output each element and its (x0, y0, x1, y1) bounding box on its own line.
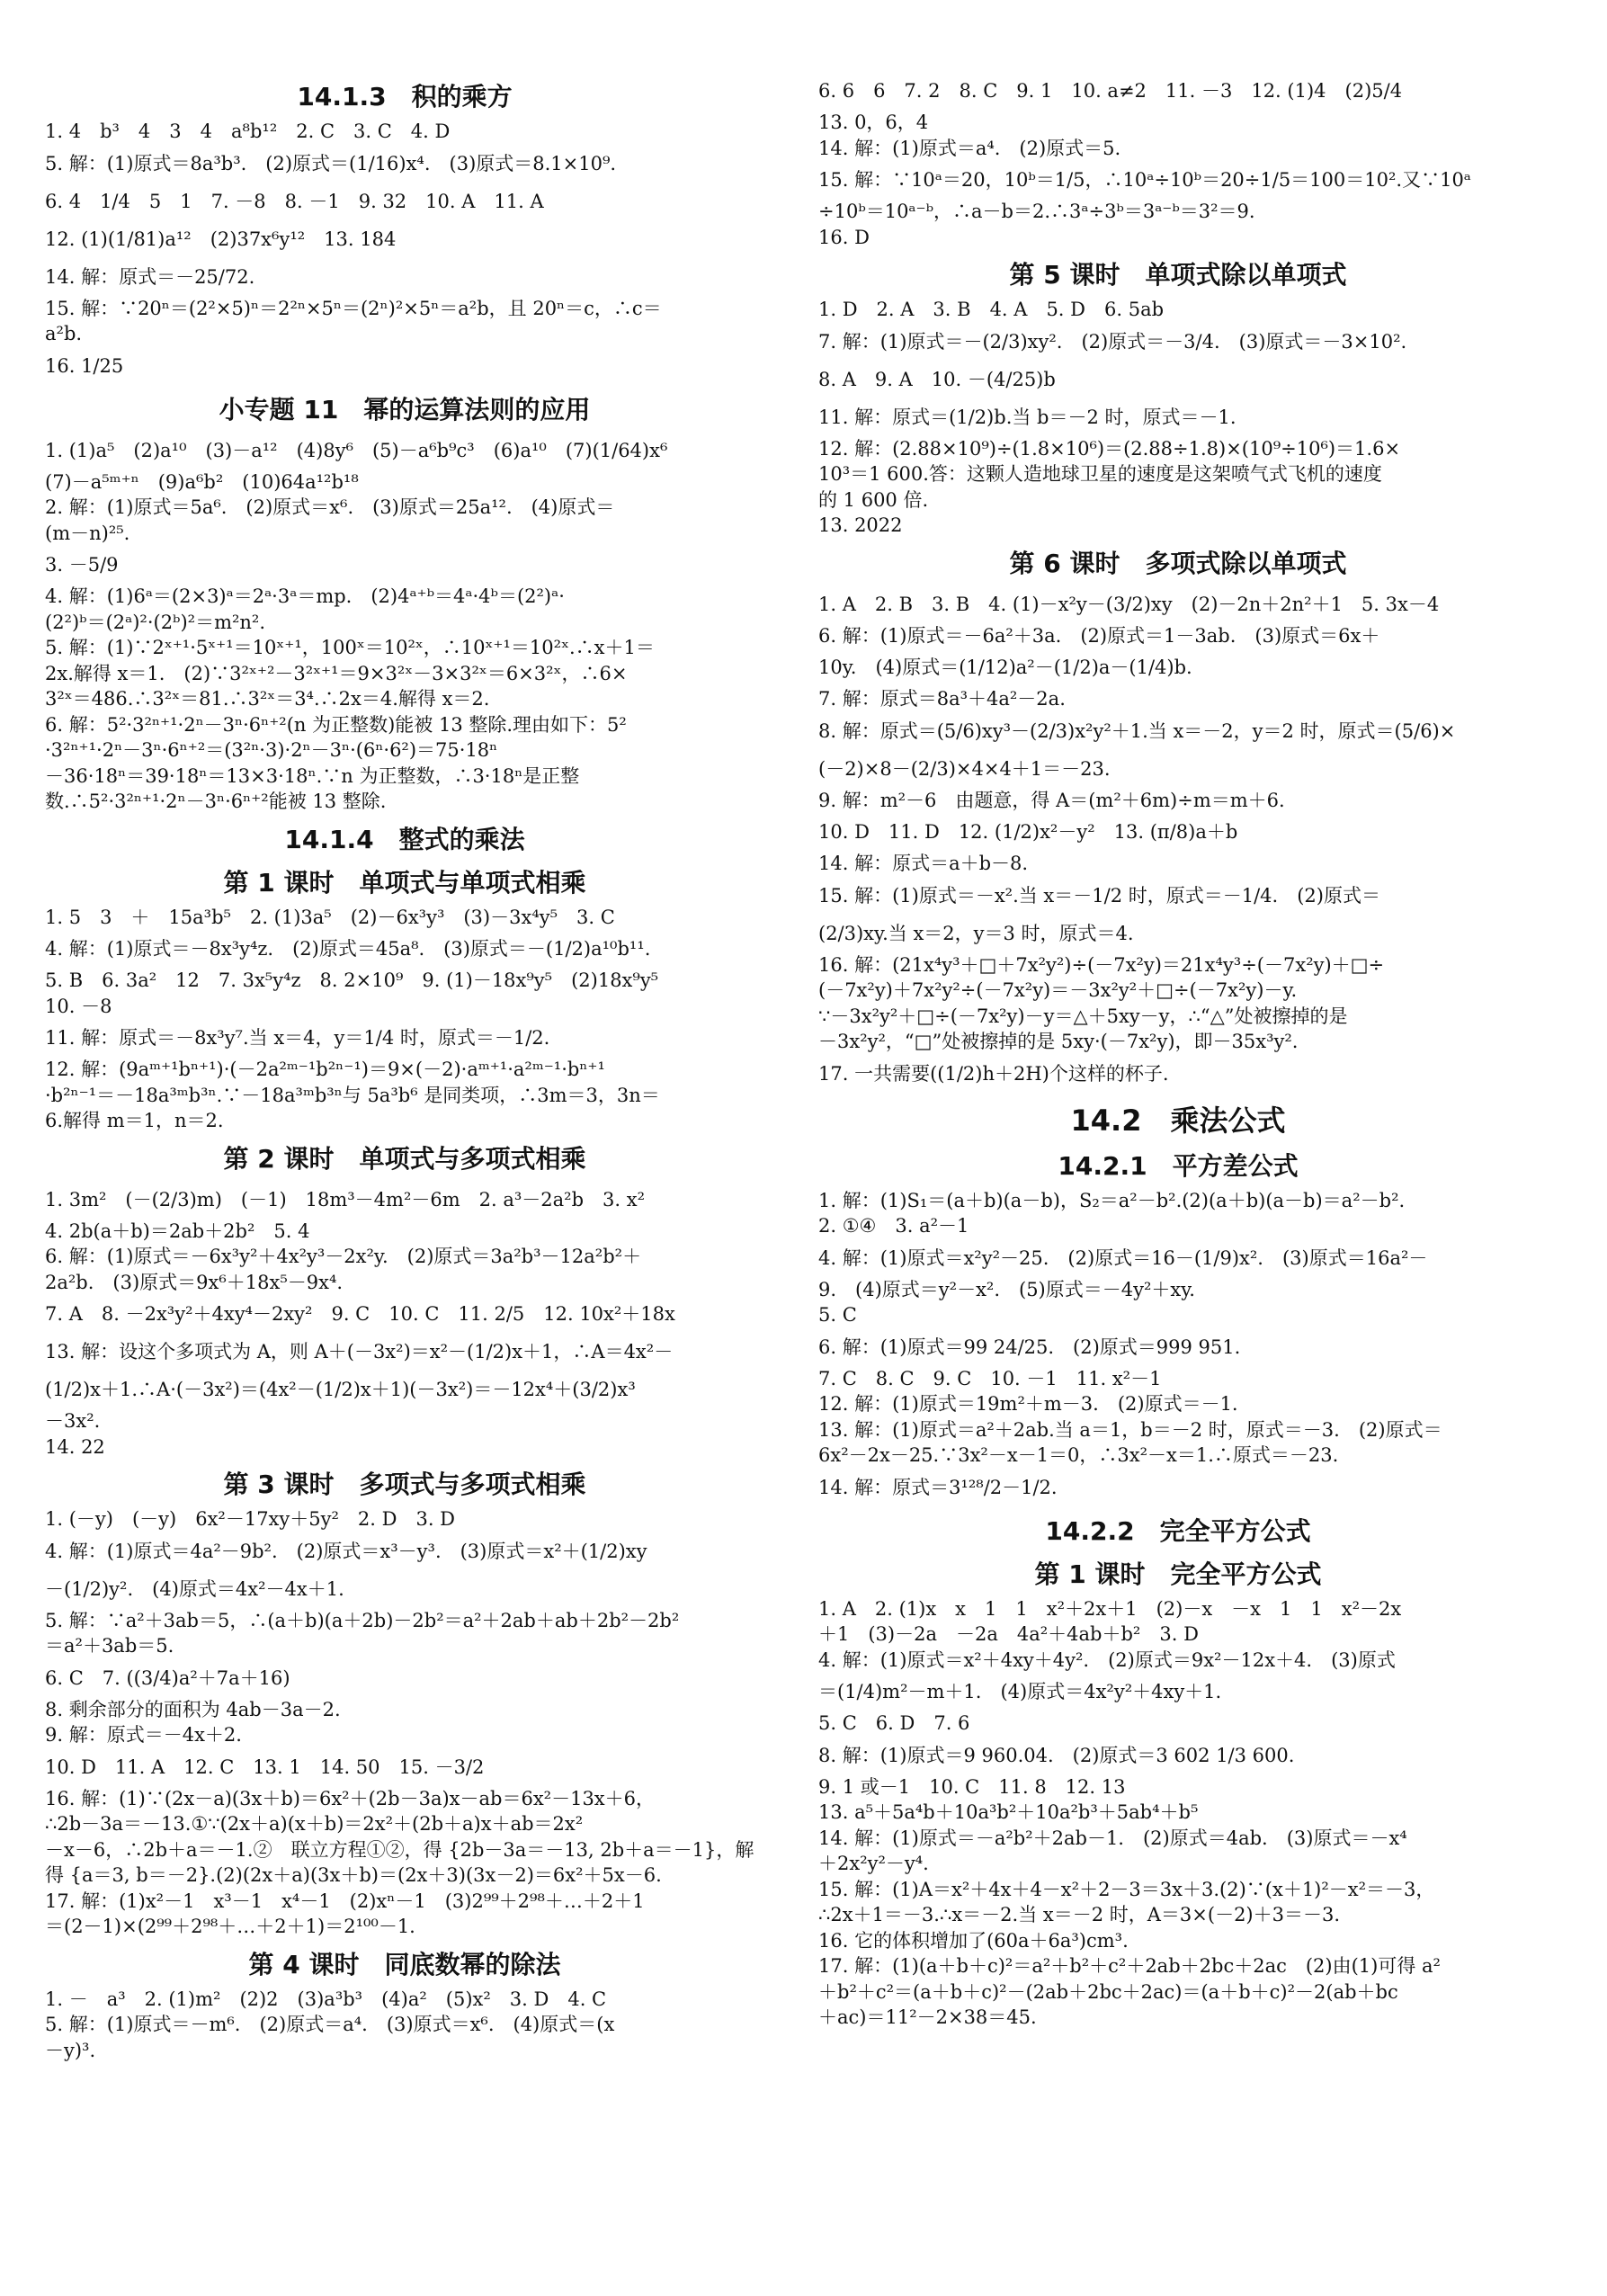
section-title: 第 5 课时 单项式除以单项式 (1009, 260, 1347, 290)
answer-line: 5. B 6. 3a² 12 7. 3x⁵y⁴z 8. 2×10⁹ 9. (1)－18x⁹y⁵ (2)18x⁹y⁵ (45, 969, 659, 991)
answer-line: 6. 4 1/4 5 1 7. －8 8. －1 9. 32 10. A 11. A (45, 190, 544, 212)
answer-line: 5. 解：∵a²＋3ab＝5，∴(a＋b)(a＋2b)－2b²＝a²＋2ab＋ab＋2b²－2b² (45, 1609, 680, 1631)
right-column (818, 72, 1538, 2031)
answer-line: 16. 解：(1)∵(2x－a)(3x＋b)＝6x²＋(2b－3a)x－ab＝6x²－13x＋6， (45, 1787, 656, 1809)
answer-line: (2/3)xy.当 x＝2，y＝3 时，原式＝4. (818, 922, 1134, 944)
answer-line: 13. 0，6，4 (818, 112, 929, 133)
answer-line: 5. C 6. D 7. 6 (818, 1712, 970, 1734)
answer-line: 17. 解：(1)(a＋b＋c)²＝a²＋b²＋c²＋2ab＋2bc＋2ac (2)由(1)可得 a² (818, 1955, 1441, 1977)
answer-line: 5. 解：(1)∵2ˣ⁺¹·5ˣ⁺¹＝10ˣ⁺¹，100ˣ＝10²ˣ，∴10ˣ⁺¹＝10²ˣ.∴x＋1＝ (45, 637, 655, 658)
answer-line: ＋ac)＝11²－2×38＝45. (818, 2006, 1037, 2028)
answer-line: 16. 解：(21x⁴y³＋□＋7x²y²)÷(－7x²y)＝21x⁴y³÷(－7x²y)＋□÷ (818, 953, 1385, 976)
answer-line: －36·18ⁿ＝39·18ⁿ＝13×3·18ⁿ.∵n 为正整数，∴3·18ⁿ是正整 (45, 764, 580, 787)
answer-line: 14. 22 (45, 1435, 105, 1458)
answer-line: 10. D 11. A 12. C 13. 1 14. 50 15. －3/2 (45, 1756, 485, 1778)
answer-line: 13. 解：设这个多项式为 A，则 A＋(－3x²)＝x²－(1/2)x＋1，∴A＝4x²－ (45, 1341, 674, 1362)
answer-line: 6. C 7. ((3/4)a²＋7a＋16) (45, 1666, 290, 1689)
answer-line: 数.∴5²·3²ⁿ⁺¹·2ⁿ－3ⁿ·6ⁿ⁺²能被 13 整除. (45, 791, 387, 812)
section-title: 14.2 乘法公式 (1070, 1103, 1286, 1138)
answer-line: 15. 解：(1)原式＝－x².当 x＝－1/2 时，原式＝－1/4. (2)原式＝ (818, 884, 1380, 907)
answer-line: 16. 1/25 (45, 354, 124, 377)
answer-line: a²b. (45, 323, 83, 344)
answer-line: 8. 解：原式＝(5/6)xy³－(2/3)x²y²＋1.当 x＝－2，y＝2 时，原式＝(5/6)× (818, 719, 1456, 742)
answer-line: 6. 解：(1)原式＝99 24/25. (2)原式＝999 951. (818, 1336, 1241, 1358)
answer-line: 1. A 2. B 3. B 4. (1)－x²y－(3/2)xy (2)－2n＋2n²＋1 5. 3x－4 (818, 593, 1440, 615)
section-title: 第 6 课时 多项式除以单项式 (1009, 548, 1347, 578)
answer-line: (m－n)²⁵. (45, 522, 130, 544)
answer-line: 7. 解：(1)原式＝－(2/3)xy². (2)原式＝－3/4. (3)原式＝－3×10². (818, 330, 1407, 353)
answer-line: 15. 解：∵20ⁿ＝(2²×5)ⁿ＝2²ⁿ×5ⁿ＝(2ⁿ)²×5ⁿ＝a²b，且 20ⁿ＝c，∴c＝ (45, 297, 662, 319)
answer-line: 2. ①④ 3. a²－1 (818, 1215, 969, 1237)
answer-line: (－2)×8－(2/3)×4×4＋1＝－23. (818, 757, 1111, 780)
answer-line: 14. 解：原式＝－25/72. (45, 265, 255, 288)
answer-line: 10. D 11. D 12. (1/2)x²－y² 13. (π/8)a＋b (818, 821, 1238, 843)
answer-line: 1. 解：(1)S₁＝(a＋b)(a－b)，S₂＝a²－b².(2)(a＋b)(a－b)＝a²－b². (818, 1189, 1406, 1211)
answer-line: 6. 解：(1)原式＝－6x³y²＋4x²y³－2x²y. (2)原式＝3a²b³－12a²b²＋ (45, 1246, 642, 1267)
answer-line: 2a²b. (3)原式＝9x⁶＋18x⁵－9x⁴. (45, 1271, 344, 1293)
section-title: 第 1 课时 单项式与单项式相乘 (223, 867, 586, 898)
answer-line: 1. 5 3 ＋ 15a³b⁵ 2. (1)3a⁵ (2)－6x³y³ (3)－3x⁴y⁵ 3. C (45, 906, 615, 928)
answer-line: 16. 它的体积增加了(60a＋6a³)cm³. (818, 1929, 1129, 1952)
answer-line: ∴2b－3a＝－13.①∵(2x＋a)(x＋b)＝2x²＋(2b＋a)x＋ab＝2x² (45, 1813, 584, 1835)
answer-line: －3x². (45, 1410, 101, 1432)
answer-line: ＋b²＋c²＝(a＋b＋c)²－(2ab＋2bc＋2ac)＝(a＋b＋c)²－2(ab＋bc (818, 1980, 1398, 2003)
answer-line: 1. (－y) (－y) 6x²－17xy＋5y² 2. D 3. D (45, 1508, 456, 1530)
answer-line: 5. 解：(1)原式＝8a³b³. (2)原式＝(1/16)x⁴. (3)原式＝8.1×10⁹. (45, 152, 617, 174)
answer-line: 14. 解：原式＝3¹²⁸/2－1/2. (818, 1476, 1058, 1498)
answer-line: 12. (1)(1/81)a¹² (2)37x⁶y¹² 13. 184 (45, 228, 397, 250)
answer-line: 7. 解：原式＝8a³＋4a²－2a. (818, 688, 1066, 710)
answer-line: 15. 解：(1)A＝x²＋4x＋4－x²＋2－3＝3x＋3.(2)∵(x＋1)²－x²＝－3， (818, 1878, 1435, 1900)
answer-line: 13. a⁵＋5a⁴b＋10a³b²＋10a²b³＋5ab⁴＋b⁵ (818, 1801, 1199, 1823)
answer-line: (1/2)x＋1.∴A·(－3x²)＝(4x²－(1/2)x＋1)(－3x²)＝－12x⁴＋(3/2)x³ (45, 1379, 636, 1400)
answer-line: 8. 解：(1)原式＝9 960.04. (2)原式＝3 602 1/3 600. (818, 1744, 1295, 1766)
answer-line: 1. － a³ 2. (1)m² (2)2 (3)a³b³ (4)a² (5)x² 3. D 4. C (45, 1988, 607, 2010)
answer-line: 9. (4)原式＝y²－x². (5)原式＝－4y²＋xy. (818, 1278, 1195, 1300)
answer-line: ＋2x²y²－y⁴. (818, 1853, 929, 1874)
answer-line: 7. C 8. C 9. C 10. －1 11. x²－1 (818, 1367, 1162, 1389)
answer-line: ·3²ⁿ⁺¹·2ⁿ－3ⁿ·6ⁿ⁺²＝(3²ⁿ·3)·2ⁿ－3ⁿ·(6ⁿ·6²)＝75·18ⁿ (45, 739, 498, 761)
answer-line: －(1/2)y². (4)原式＝4x²－4x＋1. (45, 1577, 344, 1600)
answer-line: 9. 1 或－1 10. C 11. 8 12. 13 (818, 1775, 1126, 1798)
answer-line: －y)³. (45, 2039, 96, 2061)
answer-line: ·b²ⁿ⁻¹＝－18a³ᵐb³ⁿ.∵－18a³ᵐb³ⁿ与 5a³b⁶ 是同类项，∴3m＝3，3n＝ (45, 1084, 660, 1106)
answer-line: 14. 解：原式＝a＋b－8. (818, 853, 1029, 874)
answer-line: 9. 解：m²－6 由题意，得 A＝(m²＋6m)÷m＝m＋6. (818, 789, 1285, 811)
answer-line: 17. 一共需要((1/2)h＋2H)个这样的杯子. (818, 1062, 1169, 1085)
answer-line: (7)－a⁵ᵐ⁺ⁿ (9)a⁶b² (10)64a¹²b¹⁸ (45, 470, 359, 493)
section-title: 14.1.4 整式的乘法 (284, 824, 525, 854)
answer-line: 3. －5/9 (45, 554, 119, 576)
answer-line: 6. 解：5²·3²ⁿ⁺¹·2ⁿ－3ⁿ·6ⁿ⁺²(n 为正整数)能被 13 整除.理由如下：5² (45, 713, 627, 736)
answer-line: 15. 解：∵10ᵃ＝20，10ᵇ＝1/5，∴10ᵃ÷10ᵇ＝20÷1/5＝100＝10².又∵10ᵃ (818, 169, 1471, 191)
answer-line: 5. C (818, 1304, 857, 1326)
answer-line: 10³＝1 600.答：这颗人造地球卫星的速度是这架喷气式飞机的速度 (818, 463, 1382, 485)
answer-line: 4. 解：(1)原式＝4a²－9b². (2)原式＝x³－y³. (3)原式＝x²＋(1/2)xy (45, 1540, 647, 1562)
answer-line: 9. 解：原式＝－4x＋2. (45, 1724, 242, 1746)
answer-line: 4. 解：(1)原式＝－8x³y⁴z. (2)原式＝45a⁸. (3)原式＝－(1/2)a¹⁰b¹¹. (45, 938, 651, 960)
section-title: 14.1.3 积的乘方 (297, 82, 513, 112)
answer-line: 12. 解：(1)原式＝19m²＋m－3. (2)原式＝－1. (818, 1393, 1238, 1415)
answer-line: 2x.解得 x＝1. (2)∵3²ˣ⁺²－3²ˣ⁺¹＝9×3²ˣ－3×3²ˣ＝6×3²ˣ，∴6× (45, 662, 628, 684)
answer-line: 1. (1)a⁵ (2)a¹⁰ (3)－a¹² (4)8y⁶ (5)－a⁶b⁹c³ (6)a¹⁰ (7)(1/64)x⁶ (45, 439, 668, 461)
answer-line: 12. 解：(9aᵐ⁺¹bⁿ⁺¹)·(－2a²ᵐ⁻¹b²ⁿ⁻¹)＝9×(－2)·aᵐ⁺¹·a²ᵐ⁻¹·bⁿ⁺¹ (45, 1059, 605, 1080)
left-column (45, 72, 764, 2063)
answer-line: 1. 4 b³ 4 3 4 a⁸b¹² 2. C 3. C 4. D (45, 121, 451, 142)
answer-line: －x－6，∴2b＋a＝－1.② 联立方程①②，得 {2b－3a＝－13, 2b＋a＝－1}，解 (45, 1838, 754, 1861)
answer-line: 14. 解：(1)原式＝a⁴. (2)原式＝5. (818, 137, 1121, 159)
answer-line: ＝(1/4)m²－m＋1. (4)原式＝4x²y²＋4xy＋1. (818, 1681, 1222, 1702)
section-title: 第 4 课时 同底数幂的除法 (248, 1949, 561, 1979)
answer-line: 1. A 2. (1)x x 1 1 x²＋2x＋1 (2)－x －x 1 1 x²－2x (818, 1597, 1402, 1620)
answer-line: 7. A 8. －2x³y²＋4xy⁴－2xy² 9. C 10. C 11. 2/5 12. 10x²＋18x (45, 1303, 675, 1325)
answer-line: 6.解得 m＝1，n＝2. (45, 1110, 224, 1131)
answer-line: ÷10ᵇ＝10ᵃ⁻ᵇ，∴a－b＝2.∴3ᵃ÷3ᵇ＝3ᵃ⁻ᵇ＝3²＝9. (818, 201, 1255, 222)
answer-line: ∴2x＋1＝－3.∴x＝－2.当 x＝－2 时，A＝3×(－2)＋3＝－3. (818, 1904, 1341, 1925)
section-title: 14.2.1 平方差公式 (1058, 1150, 1299, 1181)
answer-line: ∵－3x²y²＋□÷(－7x²y)－y＝△＋5xy－y，∴“△”处被擦掉的是 (818, 1005, 1348, 1027)
section-title: 14.2.2 完全平方公式 (1045, 1515, 1311, 1546)
answer-line: ＝a²＋3ab＝5. (45, 1635, 174, 1657)
answer-line: 12. 解：(2.88×10⁹)÷(1.8×10⁶)＝(2.88÷1.8)×(10⁹÷10⁶)＝1.6× (818, 437, 1401, 460)
answer-line: 10y. (4)原式＝(1/12)a²－(1/2)a－(1/4)b. (818, 657, 1192, 678)
answer-line: 11. 解：原式＝(1/2)b.当 b＝－2 时，原式＝－1. (818, 406, 1236, 428)
section-title: 第 1 课时 完全平方公式 (1034, 1559, 1322, 1589)
answer-line: －3x²y²，“□”处被擦掉的是 5xy·(－7x²y)，即－35x³y². (818, 1031, 1299, 1052)
answer-line: 得 {a＝3, b＝－2}.(2)(2x＋a)(3x＋b)＝(2x＋3)(3x－2)＝6x²＋5x－6. (45, 1864, 662, 1886)
answer-line: 17. 解：(1)x²－1 x³－1 x⁴－1 (2)xⁿ－1 (3)2⁹⁹＋2⁹⁸＋…＋2＋1 (45, 1890, 645, 1912)
answer-line: 14. 解：(1)原式＝－a²b²＋2ab－1. (2)原式＝4ab. (3)原式＝－x⁴ (818, 1827, 1407, 1849)
answer-line: 6. 6 6 7. 2 8. C 9. 1 10. a≠2 11. －3 12. (1)4 (2)5/4 (818, 80, 1403, 102)
answer-line: (－7x²y)＋7x²y²÷(－7x²y)＝－3x²y²＋□÷(－7x²y)－y. (818, 979, 1298, 1001)
answer-line: 10. －8 (45, 995, 112, 1017)
answer-line: 4. 解：(1)原式＝x²y²－25. (2)原式＝16－(1/9)x². (3)原式＝16a²－ (818, 1246, 1428, 1269)
answer-line: 13. 2022 (818, 514, 903, 536)
section-title: 小专题 11 幂的运算法则的应用 (219, 394, 591, 424)
answer-line: 11. 解：原式＝－8x³y⁷.当 x＝4，y＝1/4 时，原式＝－1/2. (45, 1027, 550, 1049)
section-title: 第 3 课时 多项式与多项式相乘 (223, 1470, 586, 1499)
answer-line: 8. A 9. A 10. －(4/25)b (818, 368, 1056, 390)
answer-line: 1. D 2. A 3. B 4. A 5. D 6. 5ab (818, 299, 1165, 320)
answer-line: 1. 3m² (－(2/3)m) (－1) 18m³－4m²－6m 2. a³－2a²b 3. x² (45, 1188, 646, 1211)
answer-line: 4. 2b(a＋b)＝2ab＋2b² 5. 4 (45, 1219, 310, 1242)
answer-line: 的 1 600 倍. (818, 488, 929, 511)
answer-line: 5. 解：(1)原式＝－m⁶. (2)原式＝a⁴. (3)原式＝x⁶. (4)原式＝(x (45, 2014, 615, 2035)
answer-line: 4. 解：(1)原式＝x²＋4xy＋4y². (2)原式＝9x²－12x＋4. (3)原式 (818, 1648, 1396, 1671)
answer-line: 16. D (818, 226, 870, 248)
answer-line: 13. 解：(1)原式＝a²＋2ab.当 a＝1，b＝－2 时，原式＝－3. (2)原式＝ (818, 1418, 1442, 1441)
section-title: 第 2 课时 单项式与多项式相乘 (223, 1143, 586, 1174)
answer-line: 6. 解：(1)原式＝－6a²＋3a. (2)原式＝1－3ab. (3)原式＝6x＋ (818, 624, 1380, 647)
answer-line: (2²)ᵇ＝(2ᵃ)²·(2ᵇ)²＝m²n². (45, 611, 266, 633)
answer-line: 8. 剩余部分的面积为 4ab－3a－2. (45, 1698, 341, 1720)
answer-line: ＝(2－1)×(2⁹⁹＋2⁹⁸＋…＋2＋1)＝2¹⁰⁰－1. (45, 1916, 415, 1937)
answer-line: 3²ˣ＝486.∴3²ˣ＝81.∴3²ˣ＝3⁴.∴2x＝4.解得 x＝2. (45, 688, 490, 710)
answer-line: ＋1 (3)－2a －2a 4a²＋4ab＋b² 3. D (818, 1623, 1199, 1645)
answer-line: 2. 解：(1)原式＝5a⁶. (2)原式＝x⁶. (3)原式＝25a¹². (4)原式＝ (45, 496, 615, 518)
answer-line: 4. 解：(1)6ᵃ＝(2×3)ᵃ＝2ᵃ·3ᵃ＝mp. (2)4ᵃ⁺ᵇ＝4ᵃ·4ᵇ＝(2²)ᵃ· (45, 585, 565, 607)
answer-line: 6x²－2x－25.∵3x²－x－1＝0，∴3x²－x＝1.∴原式＝－23. (818, 1444, 1339, 1466)
